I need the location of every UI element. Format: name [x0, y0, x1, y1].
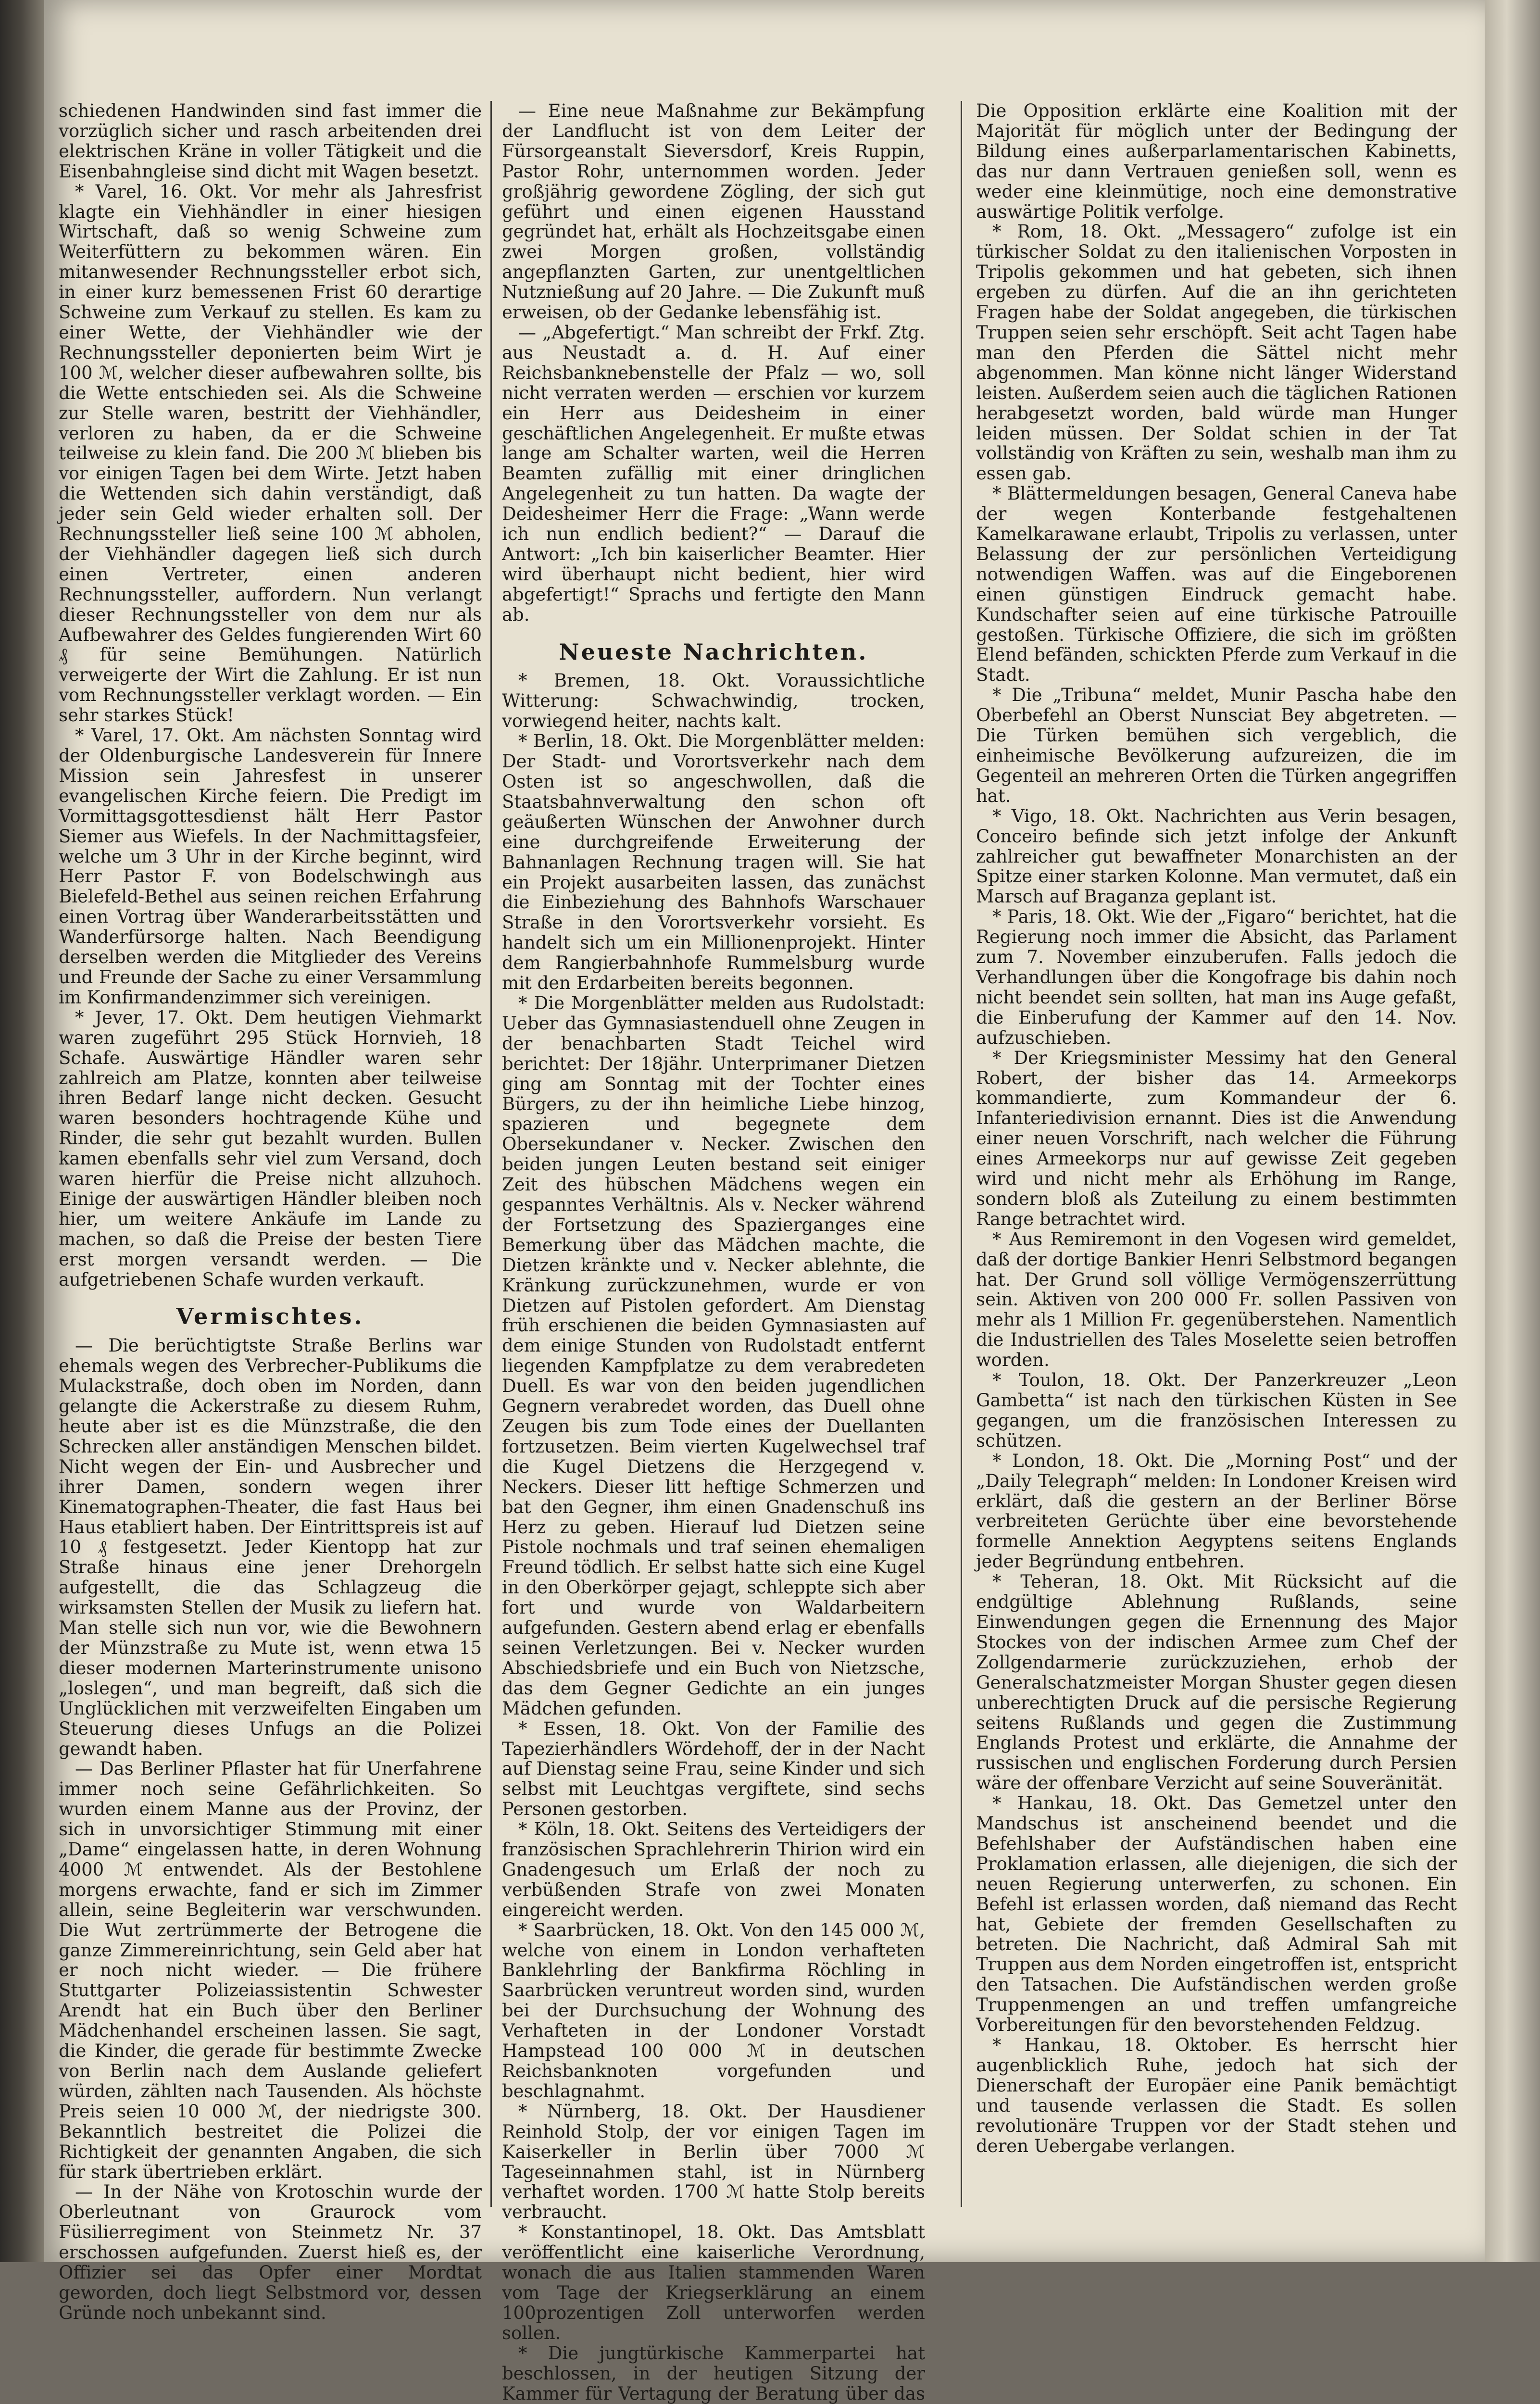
article-paragraph: * Saarbrücken, 18. Okt. Von den 145 000 ℳ, welche von einem in London verhafteten Banklehrling der Bankfirma Röchling in Saarbrücken veruntreut worden sind, wurden bei der Durchsuchung der Wohnung des Verhafteten in der Londoner Vorstadt Hampstead 100 000 ℳ in deutschen Reichsbanknoten vorgefunden und beschlagnahmt. [502, 1919, 925, 2102]
column-left [59, 100, 482, 2323]
article-paragraph: * Varel, 16. Okt. Vor mehr als Jahresfrist klagte ein Viehhändler in einer hiesigen Wirtschaft, daß so wenig Schweine zum Weiterfüttern zu bekommen wären. Ein mitanwesender Rechnungssteller erbot sich, in einer kurz bemessenen Frist 60 derartige Schweine zum Verkauf zu stellen. Es kam zu einer Wette, der Viehhändler wie der Rechnungssteller deponierten beim Wirt je 100 ℳ, welcher dieser aufbewahren sollte, bis die Wette entschieden sei. Als die Schweine zur Stelle waren, bestritt der Viehhändler, verloren zu haben, da er die Schweine teilweise zu klein fand. Die 200 ℳ blieben bis vor einigen Tagen bei dem Wirte. Jetzt haben die Wettenden sich dahin verständigt, daß jeder sein Geld wieder erhalten soll. Der Rechnungssteller ließ seine 100 ℳ abholen, der Viehhändler dagegen ließ sich durch einen Vertreter, einen anderen Rechnungssteller, auffordern. Nun verlangt dieser Rechnungssteller von dem nur als Aufbewahrer des Geldes fungierenden Wirt 60 ₰ für seine Bemühungen. Natürlich verweigerte der Wirt die Zahlung. Er ist nun vom Rechnungssteller verklagt worden. — Ein sehr starkes Stück! [59, 181, 482, 726]
article-paragraph: * Rom, 18. Okt. „Messagero“ zufolge ist ein türkischer Soldat zu den italienischen Vorposten in Tripolis gekommen und hat gebeten, sich ihnen ergeben zu dürfen. Auf die an ihn gerichteten Fragen habe der Soldat angegeben, die türkischen Truppen seien sehr erschöpft. Seit acht Tagen habe man den Pferden die Sättel nicht mehr abgenommen. Man könne nicht länger Widerstand leisten. Außerdem seien auch die täglichen Rationen herabgesetzt worden, bald würde man Hunger leiden müssen. Der Soldat schien in der Tat vollständig von Kräften zu sein, weshalb man ihm zu essen gab. [976, 221, 1457, 484]
article-paragraph: Die Opposition erklärte eine Koalition mit der Majorität für möglich unter der Bedingung der Bildung eines außerparlamentarischen Kabinetts, das nur dann Vertrauen genießen soll, wenn es weder eine kleinmütige, noch eine demonstrative auswärtige Politik verfolge. [976, 100, 1457, 222]
column-right [976, 101, 1457, 2207]
article-paragraph: — „Abgefertigt.“ Man schreibt der Frkf. Ztg. aus Neustadt a. d. H. Auf einer Reichsbanknebenstelle der Pfalz — wo, soll nicht verraten werden — erschien vor kurzem ein Herr aus Deidesheim in einer geschäftlichen Angelegenheit. Er mußte etwas lange am Schalter warten, weil die Herren Beamten zufällig mit einer dringlichen Angelegenheit zu tun hatten. Da wagte der Deidesheimer Herr die Frage: „Wann werde ich nun endlich bedient?“ — Darauf die Antwort: „Ich bin kaiserlicher Beamter. Hier wird überhaupt nicht bedient, hier wird abgefertigt!“ Sprachs und fertigte den Mann ab. [502, 322, 925, 625]
section-heading-vermischtes: Vermischtes. [176, 1303, 364, 1330]
column-middle [502, 100, 925, 2404]
article-paragraph: * Aus Remiremont in den Vogesen wird gemeldet, daß der dortige Bankier Henri Selbstmord begangen hat. Der Grund soll völlige Vermögenszerrüttung sein. Aktiven von 200 000 Fr. sollen Passiven von mehr als 1 Million Fr. gegenüberstehen. Namentlich die Industriellen des Tales Moselette seien betroffen worden. [976, 1228, 1457, 1371]
article-paragraph: — In der Nähe von Krotoschin wurde der Oberleutnant von Graurock vom Füsilierregiment von Steinmetz Nr. 37 erschossen aufgefunden. Zuerst hieß es, der Offizier sei das Opfer einer Mordtat geworden, doch liegt Selbstmord vor, dessen Gründe noch unbekannt sind. [59, 2181, 482, 2323]
article-paragraph: * Die „Tribuna“ meldet, Munir Pascha habe den Oberbefehl an Oberst Nunsciat Bey abgetreten. — Die Türken bemühen sich vergeblich, die einheimische Bevölkerung aufzureizen, die im Gegenteil an mehreren Orten die Türken angegriffen hat. [976, 685, 1457, 806]
article-paragraph: * Varel, 17. Okt. Am nächsten Sonntag wird der Oldenburgische Landesverein für Innere Mission sein Jahresfest in unserer evangelischen Kirche feiern. Die Predigt im Vormittagsgottesdienst hält Herr Pastor Siemer aus Wiefels. In der Nachmittagsfeier, welche um 3 Uhr in der Kirche beginnt, wird Herr Pastor F. von Bodelschwingh aus Bielefeld-Bethel aus seinen reichen Erfahrung einen Vortrag über Wanderarbeitsstätten und Wanderfürsorge halten. Nach Beendigung derselben werden die Mitglieder des Vereins und Freunde der Sache zu einer Versammlung im Konfirmandenzimmer sich vereinigen. [59, 725, 482, 1008]
article-paragraph: — Die berüchtigtste Straße Berlins war ehemals wegen des Verbrecher-Publikums die Mulackstraße, doch oben im Norden, dann gelangte die Ackerstraße zu diesem Ruhm, heute aber ist es die Münzstraße, die den Schrecken aller anständigen Menschen bildet. Nicht wegen der Ein- und Ausbrecher und ihrer Damen, sondern wegen ihrer Kinematographen-Theater, die fast Haus bei Haus etabliert haben. Der Eintrittspreis ist auf 10 ₰ festgesetzt. Jeder Kientopp hat zur Straße hinaus eine jener Drehorgeln aufgestellt, die das Schlagzeug die wirksamsten Stellen der Musik zu liefern hat. Man stelle sich nun vor, wie die Bewohnern der Münzstraße zu Mute ist, wenn etwa 15 dieser modernen Marterinstrumente unisono „loslegen“, und man begreift, daß sich die Unglücklichen mit verzweifelten Eingaben um Steuerung dieses Unfugs an die Polizei gewandt haben. [59, 1335, 482, 1759]
book-spine [0, 0, 48, 2262]
article-paragraph: * Teheran, 18. Okt. Mit Rücksicht auf die endgültige Ablehnung Rußlands, seine Einwendungen gegen die Ernennung des Major Stockes von der indischen Armee zum Chef der Zollgendarmerie zurückzuziehen, erhob der Generalschatzmeister Morgan Shuster gegen diesen unberechtigten Druck auf die persische Regierung seitens Rußlands und gegen die Zustimmung Englands Protest und erklärte, die Annahme der russischen und englischen Forderung durch Persien wäre der offenbare Verzicht auf seine Souveränität. [976, 1571, 1457, 1794]
section-heading-neueste-nachrichten: Neueste Nachrichten. [559, 639, 868, 665]
article-paragraph: * Köln, 18. Okt. Seitens des Verteidigers der französischen Sprachlehrerin Thirion wird ein Gnadengesuch um Erlaß der noch zu verbüßenden Strafe von zwei Monaten eingereicht werden. [502, 1819, 925, 1920]
article-paragraph: * Essen, 18. Okt. Von der Familie des Tapezierhändlers Wördehoff, der in der Nacht auf Dienstag seine Frau, seine Kinder und sich selbst mit Leuchtgas vergiftete, sind sechs Personen gestorben. [502, 1718, 925, 1820]
article-paragraph: * Berlin, 18. Okt. Die Morgenblätter melden: Der Stadt- und Vorortsverkehr nach dem Osten ist so angeschwollen, daß die Staatsbahnverwaltung den schon oft geäußerten Wünschen der Anwohner durch eine durchgreifende Erweiterung der Bahnanlagen Rechnung tragen will. Sie hat ein Projekt ausarbeiten lassen, das zunächst die Einbeziehung des Bahnhofs Warschauer Straße in den Vorortsverkehr vorsieht. Es handelt sich um ein Millionenprojekt. Hinter dem Rangierbahnhofe Rummelsburg wurde mit den Erdarbeiten bereits begonnen. [502, 731, 925, 994]
column-divider [961, 101, 962, 2207]
article-paragraph: * Nürnberg, 18. Okt. Der Hausdiener Reinhold Stolp, der vor einigen Tagen im Kaiserkeller in Berlin über 7000 ℳ Tageseinnahmen stahl, ist in Nürnberg verhaftet worden. 1700 ℳ hatte Stolp bereits verbraucht. [502, 2101, 925, 2223]
article-paragraph: — Das Berliner Pflaster hat für Unerfahrene immer noch seine Gefährlichkeiten. So wurden einem Manne aus der Provinz, der sich in unvorsichtiger Stimmung mit einer „Dame“ eingelassen hatte, in deren Wohnung 4000 ℳ entwendet. Als der Bestohlene morgens erwachte, fand er sich im Zimmer allein, seine Begleiterin war verschwunden. Die Wut zertrümmerte der Betrogene die ganze Zimmereinrichtung, sein Geld aber hat er noch nicht wieder. — Die frühere Stuttgarter Polizeiassistentin Schwester Arendt hat ein Buch über den Berliner Mädchenhandel erscheinen lassen. Sie sagt, die Kinder, die gerade für bestimmte Zwecke von Berlin nach dem Auslande geliefert würden, zählten nach Tausenden. Als höchste Preis seien 10 000 ℳ, der niedrigste 300. Bekanntlich bestreitet die Polizei die Richtigkeit der genannten Angaben, die sich für stark übertrieben erklärt. [59, 1758, 482, 2182]
article-paragraph: * Bremen, 18. Okt. Voraussichtliche Witterung: Schwachwindig, trocken, vorwiegend heiter, nachts kalt. [502, 670, 925, 732]
article-paragraph: * London, 18. Okt. Die „Morning Post“ und der „Daily Telegraph“ melden: In Londoner Kreisen wird erklärt, daß die gestern an der Berliner Börse verbreiteten Gerüchte über eine bevorstehende formelle Annektion Aegyptens seitens Englands jeder Begründung entbehren. [976, 1450, 1457, 1572]
article-paragraph: * Konstantinopel, 18. Okt. Das Amtsblatt veröffentlicht eine kaiserliche Verordnung, wonach die aus Italien stammenden Waren vom Tage der Kriegserklärung an einem 100prozentigen Zoll unterworfen werden sollen. [502, 2222, 925, 2343]
article-paragraph: * Paris, 18. Okt. Wie der „Figaro“ berichtet, hat die Regierung noch immer die Absicht, das Parlament zum 7. November einzuberufen. Falls jedoch die Verhandlungen über die Kongofrage bis dahin noch nicht beendet sein sollten, hat man ins Auge gefaßt, die Einberufung der Kammer auf den 14. Nov. aufzuschieben. [976, 906, 1457, 1048]
article-paragraph: — Eine neue Maßnahme zur Bekämpfung der Landflucht ist von dem Leiter der Fürsorgeanstalt Sieversdorf, Kreis Ruppin, Pastor Rohr, unternommen worden. Jeder großjährig gewordene Zögling, der sich gut geführt und einen eigenen Hausstand gegründet hat, erhält als Hochzeitsgabe einen zwei Morgen großen, vollständig angepflanzten Garten, zur unentgeltlichen Nutznießung auf 20 Jahre. — Die Zukunft muß erweisen, ob der Gedanke lebensfähig ist. [502, 100, 925, 323]
article-paragraph: * Jever, 17. Okt. Dem heutigen Viehmarkt waren zugeführt 295 Stück Hornvieh, 18 Schafe. Auswärtige Händler waren sehr zahlreich am Platze, konnten aber teilweise ihren Bedarf lange nicht decken. Gesucht waren besonders hochtragende Kühe und Rinder, die sehr gut bezahlt wurden. Bullen kamen ebenfalls sehr viel zum Versand, doch waren hierfür die Preise nicht allzuhoch. Einige der auswärtigen Händler bleiben noch hier, um weitere Ankäufe im Lande zu machen, so daß die Preise der besten Tiere erst morgen versandt werden. — Die aufgetriebenen Schafe wurden verkauft. [59, 1007, 482, 1290]
article-paragraph: * Die jungtürkische Kammerpartei hat beschlossen, in der heutigen Sitzung der Kammer für Vertagung der Beratung über das [502, 2342, 925, 2404]
article-paragraph: * Der Kriegsminister Messimy hat den General Robert, der bisher das 14. Armeekorps kommandierte, zum Kommandeur der 6. Infanteriedivision ernannt. Dies ist die Anwendung einer neuen Vorschrift, nach welcher die Führung eines Armeekorps nur auf gewisse Zeit gegeben wird und nicht mehr als Erhöhung im Range, sondern bloß als Zuteilung zu einem bestimmten Range betrachtet wird. [976, 1047, 1457, 1229]
column-divider [490, 101, 492, 2207]
article-paragraph: * Toulon, 18. Okt. Der Panzerkreuzer „Leon Gambetta“ ist nach den türkischen Küsten in See gegangen, um die französischen Interessen zu schützen. [976, 1370, 1457, 1451]
article-paragraph: * Hankau, 18. Oktober. Es herrscht hier augenblicklich Ruhe, jedoch hat sich der Dienerschaft der Europäer eine Panik bemächtigt und tausende verlassen die Stadt. Es sollen revolutionäre Truppen vor der Stadt stehen und deren Uebergabe verlangen. [976, 2035, 1457, 2156]
article-paragraph: * Vigo, 18. Okt. Nachrichten aus Verin besagen, Conceiro befinde sich jetzt infolge der Ankunft zahlreicher gut bewaffneter Monarchisten an der Spitze einer starken Kolonne. Man vermutet, daß ein Marsch auf Braganza geplant ist. [976, 805, 1457, 907]
article-paragraph: * Die Morgenblätter melden aus Rudolstadt: Ueber das Gymnasiastenduell ohne Zeugen in der benachbarten Stadt Teichel wird berichtet: Der 18jähr. Unterprimaner Dietzen ging am Sonntag mit der Tochter eines Bürgers, zu der ihn heimliche Liebe hinzog, spazieren und begegnete dem Obersekundaner v. Necker. Zwischen den beiden jungen Leuten bestand seit einiger Zeit des hübschen Mädchens wegen ein gespanntes Verhältnis. Als v. Necker während der Fortsetzung des Spazierganges eine Bemerkung über das Mädchen machte, die Dietzen kränkte und v. Necker ablehnte, die Kränkung zurückzunehmen, wurde er von Dietzen auf Pistolen gefordert. Am Dienstag früh erschienen die beiden Gymnasiasten auf dem einige Stunden von Rudolstadt entfernt liegenden Kampfplatze zu dem verabredeten Duell. Es war von den beiden jugendlichen Gegnern verabredet worden, das Duell ohne Zeugen bis zum Tode eines der Duellanten fortzusetzen. Beim vierten Kugelwechsel traf die Kugel Dietzens die Herzgegend v. Neckers. Dieser litt heftige Schmerzen und bat den Gegner, ihm einen Gnadenschuß ins Herz zu geben. Hierauf lud Dietzen seine Pistole nochmals und traf seinen ehemaligen Freund tödlich. Er selbst hatte sich eine Kugel in den Oberkörper gejagt, schleppte sich aber fort und wurde von Waldarbeitern aufgefunden. Gestern abend erlag er ebenfalls seinen Verletzungen. Bei v. Necker wurden Abschiedsbriefe und ein Buch von Nietzsche, das dem Gegner Gedichte an ein junges Mädchen gefunden. [502, 992, 925, 1719]
article-paragraph: * Blättermeldungen besagen, General Caneva habe der wegen Konterbande festgehaltenen Kamelkarawane erlaubt, Tripolis zu verlassen, unter Belassung der zur persönlichen Verteidigung notwendigen Waffen. was auf die Eingeborenen einen günstigen Eindruck gemacht habe. Kundschafter seien auf eine türkische Patrouille gestoßen. Türkische Offiziere, die sich im größten Elend befänden, schickten Pferde zum Verkauf in die Stadt. [976, 483, 1457, 686]
article-paragraph: schiedenen Handwinden sind fast immer die vorzüglich sicher und rasch arbeitenden drei elektrischen Kräne in voller Tätigkeit und die Eisenbahngleise sind dicht mit Wagen besetzt. [59, 100, 482, 182]
article-paragraph: * Hankau, 18. Okt. Das Gemetzel unter den Mandschus ist anscheinend beendet und die Befehlshaber der Aufständischen haben eine Proklamation erlassen, alle diejenigen, die sich der neuen Regierung unterwerfen, zu schonen. Ein Befehl ist erlassen worden, daß niemand das Recht hat, Gebiete der fremden Gesellschaften zu betreten. Die Nachricht, daß Admiral Sah mit Truppen aus dem Norden eingetroffen ist, entspricht den Tatsachen. Die Aufständischen werden große Truppenmengen an und treffen umfangreiche Vorbereitungen für den bevorstehenden Feldzug. [976, 1793, 1457, 2036]
page-edge [1485, 0, 1540, 2262]
newspaper-page [44, 0, 1485, 2404]
